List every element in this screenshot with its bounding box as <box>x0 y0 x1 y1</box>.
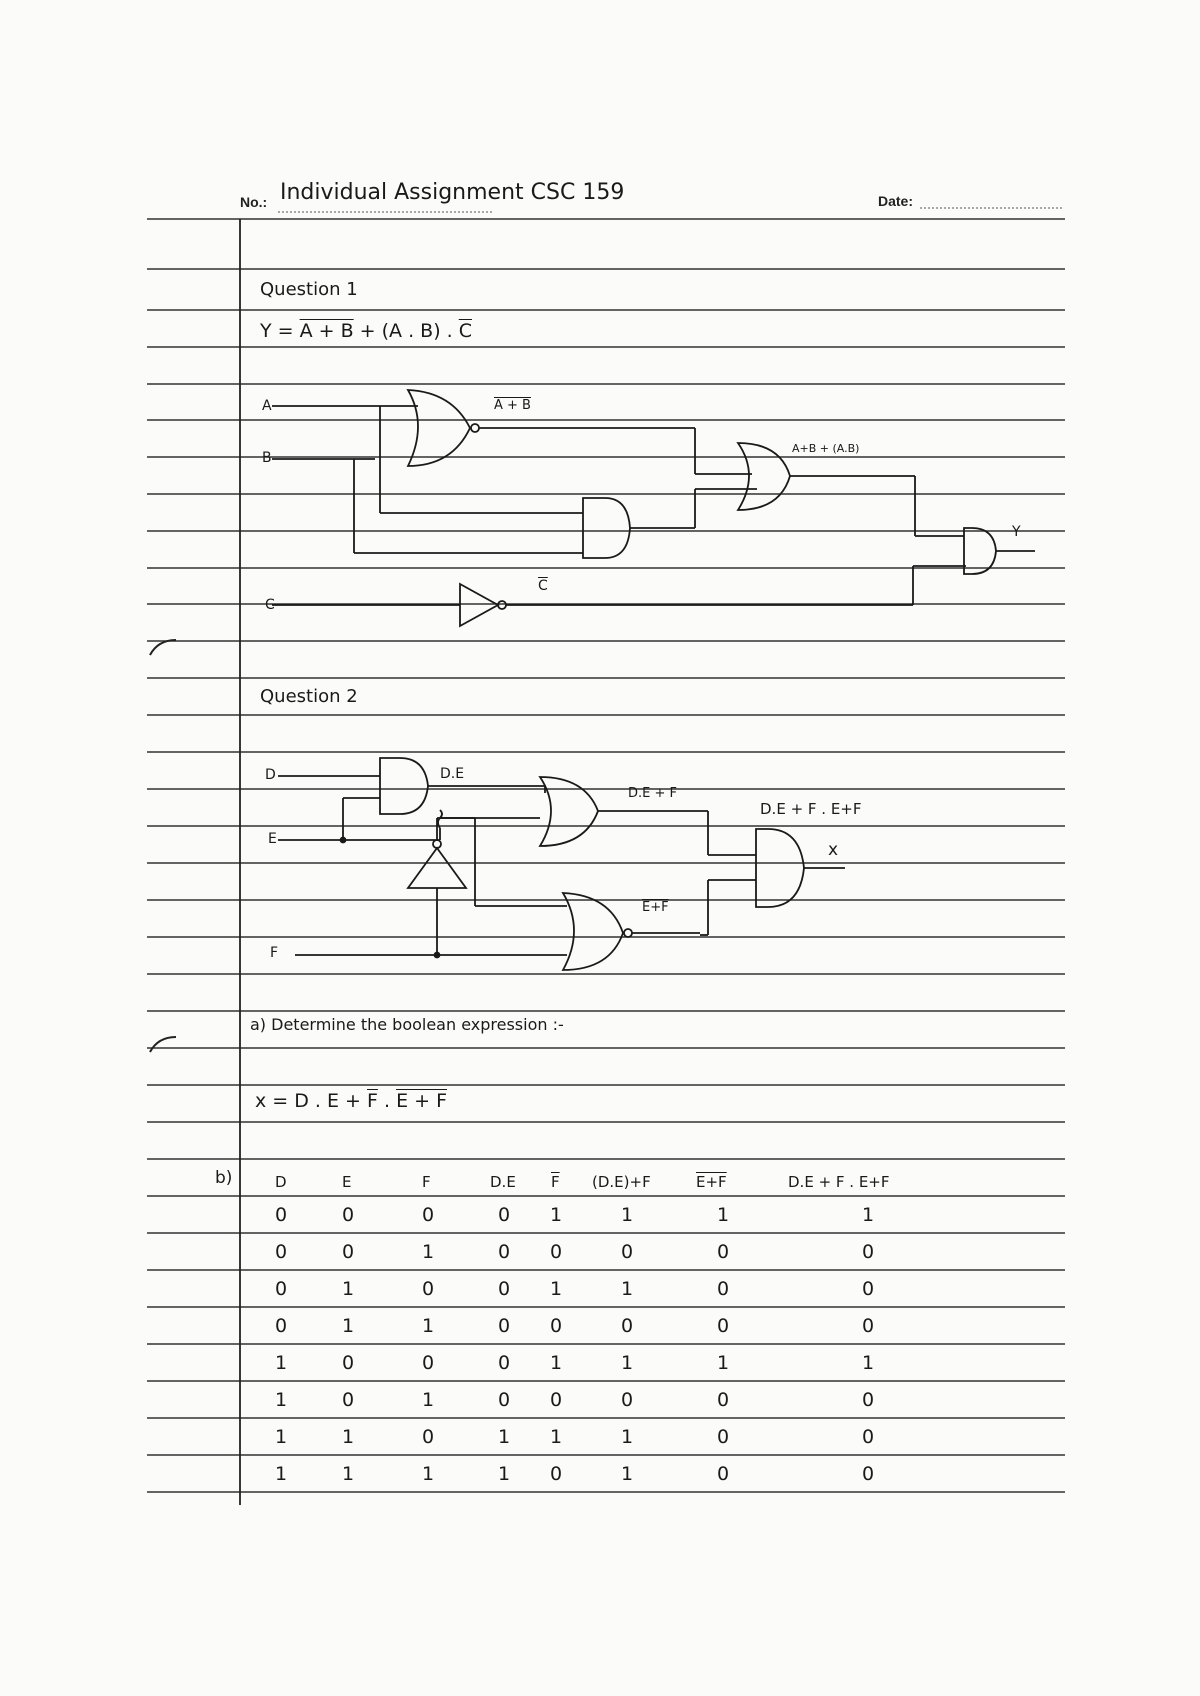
circuit-q1 <box>272 390 1035 626</box>
combined-expression-label: D.E + F . E+F <box>760 800 862 818</box>
truth-table-cell: 0 <box>861 1463 875 1485</box>
input-b-label: B <box>262 450 272 466</box>
truth-table-cell: 0 <box>497 1241 511 1263</box>
truth-table-cell: 1 <box>620 1204 634 1226</box>
part-a-label: a) Determine the boolean expression :- <box>250 1015 564 1034</box>
truth-table-cell: 0 <box>274 1204 288 1226</box>
truth-table-cell: 0 <box>341 1352 355 1374</box>
truth-table-cell: 0 <box>549 1389 563 1411</box>
truth-table-cell: 1 <box>274 1352 288 1374</box>
truth-table-cell: 0 <box>620 1241 634 1263</box>
truth-table-cell: 0 <box>421 1352 435 1374</box>
truth-table-header: E <box>342 1173 352 1191</box>
truth-table-cell: 1 <box>620 1463 634 1485</box>
truth-table-cell: 0 <box>549 1463 563 1485</box>
truth-table-cell: 1 <box>274 1426 288 1448</box>
or-output-label-q2: D.E + F <box>628 786 677 801</box>
truth-table-cell: 0 <box>421 1204 435 1226</box>
truth-table-cell: 0 <box>274 1315 288 1337</box>
truth-table-header: D.E <box>490 1173 516 1191</box>
truth-table-cell: 0 <box>421 1278 435 1300</box>
truth-table-cell: 0 <box>549 1241 563 1263</box>
truth-table-cell: 0 <box>716 1278 730 1300</box>
input-d-label: D <box>265 767 276 783</box>
truth-table-cell: 1 <box>341 1426 355 1448</box>
question1-expression: Y = A + B + (A . B) . $\overline{C}$ <box>260 320 473 342</box>
nor-output-label-q2: E+F <box>642 900 669 915</box>
truth-table-cell: 1 <box>421 1389 435 1411</box>
truth-table-cell: 0 <box>620 1315 634 1337</box>
input-c-label: C <box>265 597 275 613</box>
truth-table-cell: 0 <box>861 1241 875 1263</box>
truth-table-cell: 0 <box>716 1315 730 1337</box>
truth-table-cell: 1 <box>549 1278 563 1300</box>
truth-table-cell: 0 <box>861 1389 875 1411</box>
truth-table-header: D <box>275 1173 287 1191</box>
truth-table-cell: 1 <box>549 1426 563 1448</box>
truth-table-cell: 1 <box>274 1463 288 1485</box>
page-title: Individual Assignment CSC 159 <box>280 180 625 205</box>
truth-table-cell: 0 <box>497 1278 511 1300</box>
truth-table-header: $\overline{F}$ <box>551 1173 560 1191</box>
not-output-label: $\overline{C}$ <box>538 578 548 594</box>
truth-table-cell: 0 <box>861 1315 875 1337</box>
truth-table-cell: 1 <box>716 1204 730 1226</box>
date-label: Date: <box>878 193 914 209</box>
truth-table-header: D.E + F . E+F <box>788 1173 890 1191</box>
input-e-label: E <box>268 831 277 847</box>
truth-table-cell: 0 <box>497 1204 511 1226</box>
question1-heading: Question 1 <box>260 279 358 300</box>
truth-table-cell: 0 <box>549 1315 563 1337</box>
truth-table-cell: 1 <box>421 1315 435 1337</box>
truth-table-cell: 1 <box>620 1278 634 1300</box>
truth-table-cell: 0 <box>716 1463 730 1485</box>
truth-table-cell: 1 <box>620 1426 634 1448</box>
truth-table-cell: 0 <box>274 1241 288 1263</box>
truth-table-cell: 1 <box>341 1315 355 1337</box>
truth-table-cell: 1 <box>861 1204 875 1226</box>
truth-table-cell: 0 <box>497 1389 511 1411</box>
no-label: No.: <box>240 194 268 210</box>
truth-table-cell: 1 <box>341 1278 355 1300</box>
output-y-label: Y <box>1012 524 1021 540</box>
truth-table-cell: 1 <box>341 1463 355 1485</box>
output-x-label: x <box>828 840 839 860</box>
truth-table-cell: 0 <box>861 1426 875 1448</box>
truth-table-header: F <box>422 1173 431 1191</box>
truth-table-cell: 0 <box>274 1278 288 1300</box>
truth-table-cell: 0 <box>341 1241 355 1263</box>
truth-table-cell: 1 <box>620 1352 634 1374</box>
nor-output-label: A + B <box>494 398 531 413</box>
truth-table-cell: 1 <box>549 1204 563 1226</box>
truth-table-cell: 1 <box>861 1352 875 1374</box>
truth-table-cell: 0 <box>497 1352 511 1374</box>
truth-table-cell: 1 <box>421 1241 435 1263</box>
truth-table-cell: 0 <box>716 1389 730 1411</box>
truth-table-cell: 1 <box>497 1463 511 1485</box>
truth-table-header: E+F <box>696 1173 727 1191</box>
truth-table-header: (D.E)+F <box>592 1173 651 1191</box>
or-output-label: A+B + (A.B) <box>792 442 860 455</box>
truth-table-cell: 0 <box>716 1241 730 1263</box>
part-b-label: b) <box>215 1168 233 1188</box>
truth-table-cell: 0 <box>341 1204 355 1226</box>
part-a-expression: x = D . $E + \overline{F}$ . E + F <box>255 1090 447 1112</box>
ruled-lines <box>147 219 1065 1492</box>
truth-table-cell: 1 <box>274 1389 288 1411</box>
truth-table-cell: 0 <box>497 1315 511 1337</box>
truth-table-cell: 0 <box>716 1426 730 1448</box>
question2-heading: Question 2 <box>260 686 358 707</box>
truth-table-cell: 0 <box>620 1389 634 1411</box>
truth-table-cell: 1 <box>716 1352 730 1374</box>
input-a-label: A <box>262 398 272 414</box>
and-output-label: D.E <box>440 766 465 782</box>
truth-table-cell: 1 <box>497 1426 511 1448</box>
truth-table-cell: 0 <box>341 1389 355 1411</box>
truth-table-cell: 1 <box>549 1352 563 1374</box>
truth-table-cell: 0 <box>861 1278 875 1300</box>
truth-table-cell: 0 <box>421 1426 435 1448</box>
input-f-label: F <box>270 945 279 961</box>
truth-table-cell: 1 <box>421 1463 435 1485</box>
